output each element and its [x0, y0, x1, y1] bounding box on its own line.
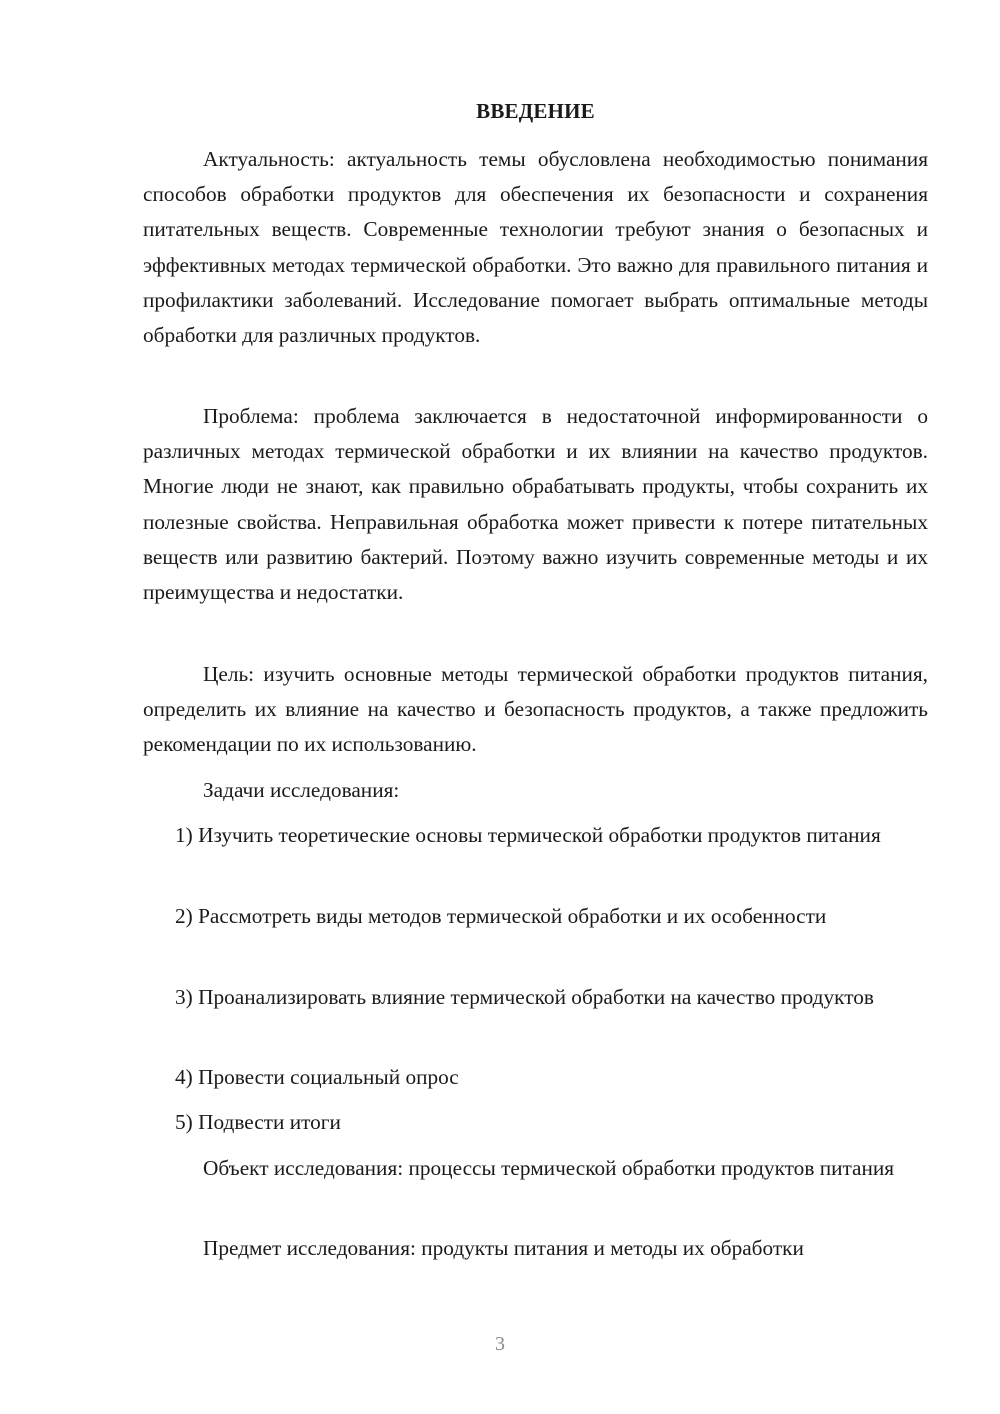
- problem-paragraph: Проблема: проблема заключается в недостаточной информированности о различных методах термической обработки и их влиянии на качество продуктов. Многие люди не знают, как правильно обрабатывать продукты, чтобы сохранить их полезные свойства. Неправильная обработка может привести к потере питательных веществ или развитию бактерий. Поэтому важно изучить современные методы и их преимущества и недостатки.: [143, 404, 928, 605]
- page-title: ВВЕДЕНИЕ: [476, 99, 595, 123]
- task-item-4: 4) Провести социальный опрос: [175, 1065, 459, 1089]
- relevance-paragraph: Актуальность: актуальность темы обусловлена необходимостью понимания способов обработки продуктов для обеспечения их безопасности и сохранения питательных веществ. Современные технологии требуют знания о безопасных и эффективных методах термической обработки. Это важно для правильного питания и профилактики заболеваний. Исследование помогает выбрать оптимальные методы обработки для различных продуктов.: [143, 147, 928, 348]
- page-number: 3: [495, 1333, 505, 1355]
- subject-paragraph: Предмет исследования: продукты питания и методы их обработки: [203, 1236, 804, 1260]
- task-item-5: 5) Подвести итоги: [175, 1110, 341, 1134]
- task-item-1: 1) Изучить теоретические основы термической обработки продуктов питания: [175, 823, 881, 847]
- task-item-3: 3) Проанализировать влияние термической обработки на качество продуктов: [175, 985, 874, 1009]
- object-paragraph: Объект исследования: процессы термической обработки продуктов питания: [203, 1156, 895, 1180]
- tasks-heading: Задачи исследования:: [203, 778, 400, 802]
- goal-paragraph: Цель: изучить основные методы термической обработки продуктов питания, определить их влияние на качество и безопасность продуктов, а также предложить рекомендации по их использованию.: [143, 662, 928, 757]
- task-item-2: 2) Рассмотреть виды методов термической обработки и их особенности: [175, 904, 827, 928]
